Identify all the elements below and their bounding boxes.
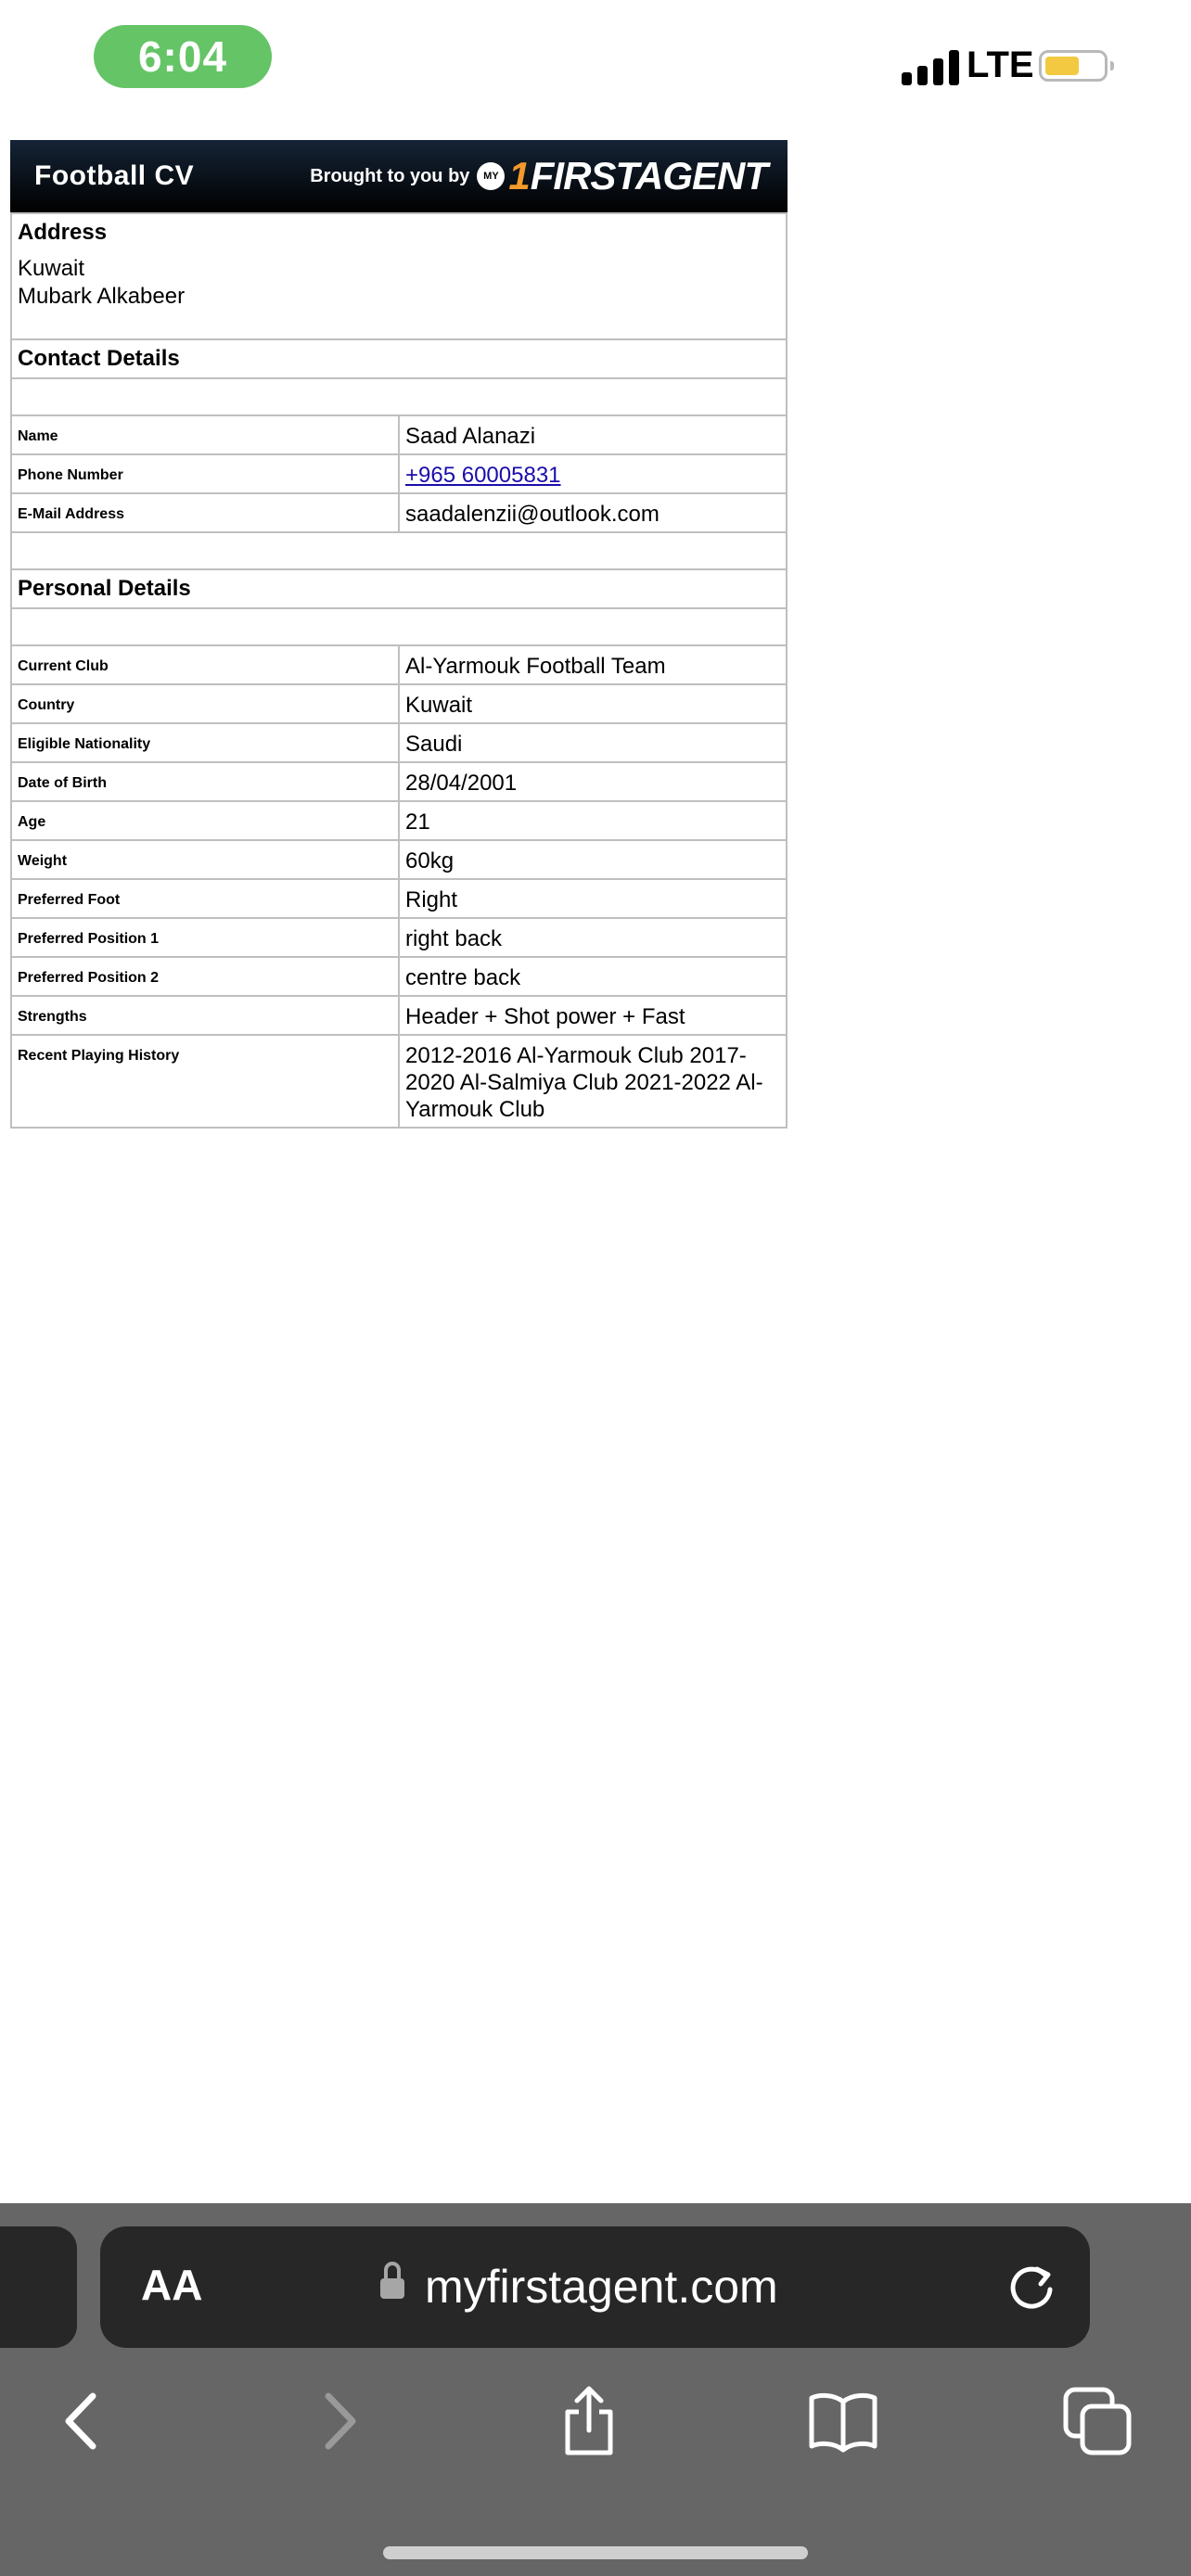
brand-tagline: Brought to you by bbox=[310, 165, 470, 186]
text-size-label: AA bbox=[141, 2261, 203, 2309]
forward-button[interactable] bbox=[299, 2379, 382, 2463]
row-label: Current Club bbox=[11, 645, 399, 684]
row-value: 60kg bbox=[399, 840, 787, 879]
lock-icon bbox=[380, 2275, 404, 2293]
home-indicator bbox=[383, 2546, 808, 2559]
cv-header bbox=[10, 140, 788, 212]
table-row bbox=[11, 879, 787, 918]
row-label: Preferred Position 2 bbox=[11, 957, 399, 996]
cellular-signal-icon bbox=[902, 48, 959, 85]
table-row bbox=[11, 493, 787, 532]
name-value: Saad Alanazi bbox=[399, 415, 787, 454]
address-cell bbox=[11, 213, 787, 339]
table-row bbox=[11, 801, 787, 840]
table-row bbox=[11, 1035, 787, 1128]
row-label: Preferred Position 1 bbox=[11, 918, 399, 957]
table-row bbox=[11, 762, 787, 801]
personal-heading: Personal Details bbox=[18, 576, 191, 601]
network-type: LTE bbox=[967, 45, 1034, 85]
email-label: E-Mail Address bbox=[11, 493, 399, 532]
table-row bbox=[11, 645, 787, 684]
bookmarks-icon bbox=[806, 2389, 880, 2454]
brand-badge-icon: MY bbox=[477, 162, 505, 190]
table-row bbox=[11, 957, 787, 996]
email-value: saadalenzii@outlook.com bbox=[399, 493, 787, 532]
address-line: Kuwait bbox=[18, 256, 85, 281]
row-label: Recent Playing History bbox=[11, 1035, 399, 1128]
address-line: Mubark Alkabeer bbox=[18, 284, 186, 309]
browser-toolbar bbox=[0, 2203, 1191, 2576]
row-value: 21 bbox=[399, 801, 787, 840]
row-label: Weight bbox=[11, 840, 399, 879]
row-value: 28/04/2001 bbox=[399, 762, 787, 801]
row-value: Header + Shot power + Fast bbox=[399, 996, 787, 1035]
cv-table bbox=[10, 212, 788, 1129]
brand-logo bbox=[310, 154, 767, 198]
brand-name: FIRSTAGENT bbox=[530, 154, 767, 198]
status-time: 6:04 bbox=[94, 25, 272, 88]
spacer-row bbox=[11, 378, 787, 415]
forward-icon bbox=[317, 2389, 364, 2454]
football-cv bbox=[10, 140, 788, 1129]
tabs-icon bbox=[1062, 2386, 1133, 2456]
row-label: Strengths bbox=[11, 996, 399, 1035]
contact-heading-cell bbox=[11, 339, 787, 378]
row-label: Age bbox=[11, 801, 399, 840]
row-value: Al-Yarmouk Football Team bbox=[399, 645, 787, 684]
battery-icon bbox=[1039, 50, 1108, 82]
row-value: 2012-2016 Al-Yarmouk Club 2017-2020 Al-Salmiya Club 2021-2022 Al-Yarmouk Club bbox=[399, 1035, 787, 1128]
row-label: Date of Birth bbox=[11, 762, 399, 801]
spacer-row bbox=[11, 532, 787, 569]
row-value: right back bbox=[399, 918, 787, 957]
table-row bbox=[11, 415, 787, 454]
text-size-button[interactable] bbox=[141, 2260, 202, 2310]
bookmarks-button[interactable] bbox=[801, 2379, 885, 2463]
contact-heading: Contact Details bbox=[18, 346, 180, 371]
address-bar[interactable] bbox=[100, 2226, 1090, 2348]
row-value: Saudi bbox=[399, 723, 787, 762]
table-row bbox=[11, 723, 787, 762]
share-button[interactable] bbox=[547, 2379, 631, 2463]
row-value: Kuwait bbox=[399, 684, 787, 723]
row-value: centre back bbox=[399, 957, 787, 996]
back-button[interactable] bbox=[39, 2379, 122, 2463]
back-icon bbox=[58, 2389, 104, 2454]
spacer-row bbox=[11, 608, 787, 645]
row-label: Country bbox=[11, 684, 399, 723]
personal-heading-cell bbox=[11, 569, 787, 608]
previous-tab-preview[interactable] bbox=[0, 2226, 77, 2348]
table-row bbox=[11, 454, 787, 493]
share-icon bbox=[557, 2384, 621, 2458]
reload-icon[interactable] bbox=[1002, 2258, 1061, 2317]
phone-link[interactable]: +965 60005831 bbox=[405, 463, 561, 488]
url-text[interactable]: myfirstagent.com bbox=[425, 2261, 778, 2313]
row-label: Preferred Foot bbox=[11, 879, 399, 918]
address-heading: Address bbox=[18, 220, 108, 245]
table-row bbox=[11, 918, 787, 957]
brand-number: 1 bbox=[508, 154, 531, 198]
phone-label: Phone Number bbox=[11, 454, 399, 493]
tabs-button[interactable] bbox=[1056, 2379, 1139, 2463]
name-label: Name bbox=[11, 415, 399, 454]
row-value: Right bbox=[399, 879, 787, 918]
table-row bbox=[11, 684, 787, 723]
cv-title: Football CV bbox=[34, 160, 195, 191]
row-label: Eligible Nationality bbox=[11, 723, 399, 762]
table-row bbox=[11, 996, 787, 1035]
table-row bbox=[11, 840, 787, 879]
